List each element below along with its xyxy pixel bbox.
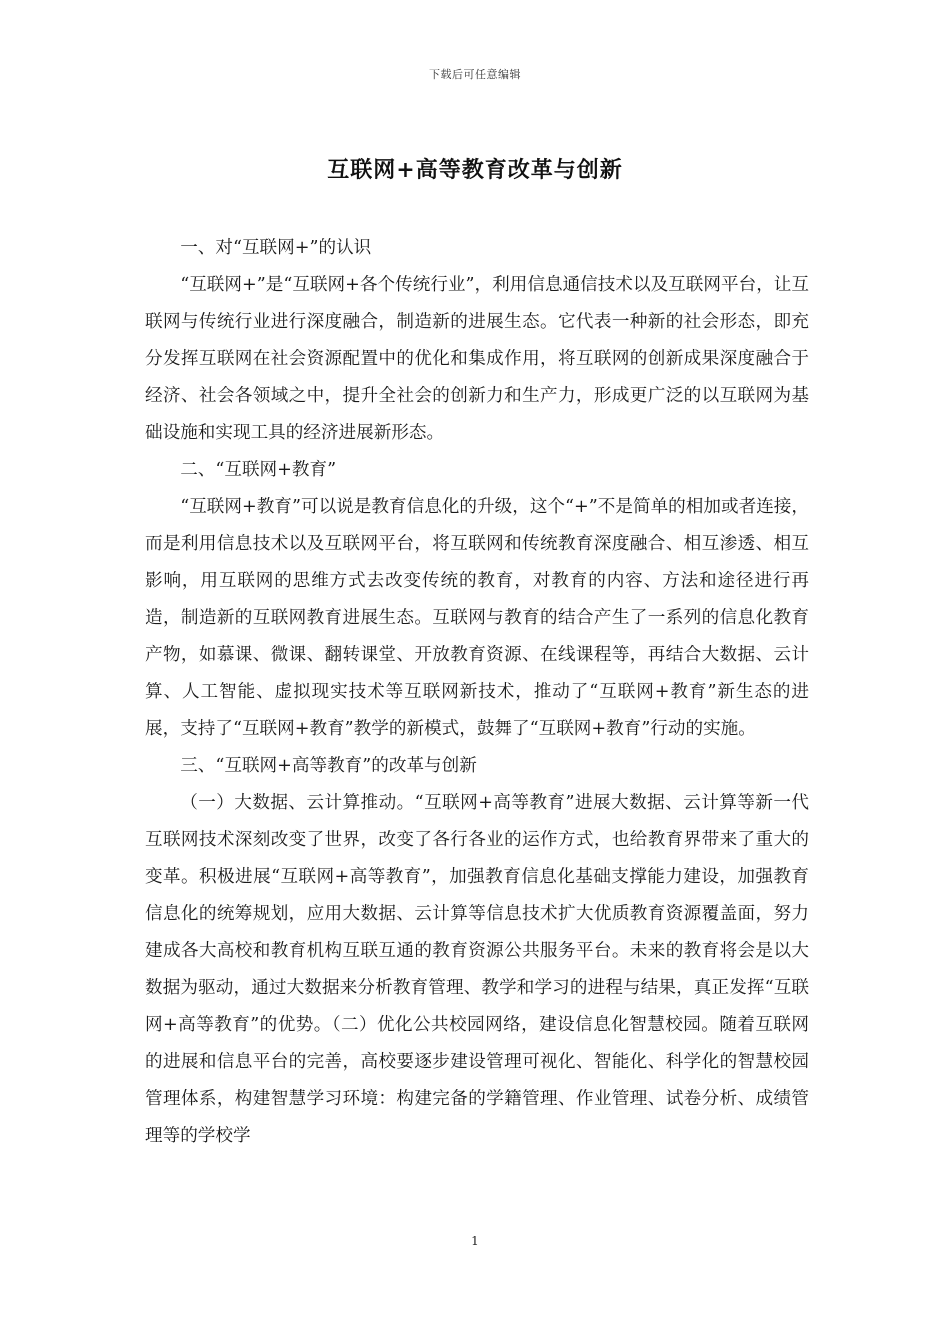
paragraph-higher-education-reform: （一）大数据、云计算推动。“互联网+高等教育”进展大数据、云计算等新一代互联网技术深刻改变了世界，改变了各行各业的运作方式，也给教育界带来了重大的变革。积极进展“互联网+高等教育”，加强教育信息化基础支撑能力建设，加强教育信息化的统筹规划，应用大数据、云计算等信息技术扩大优质教育资源覆盖面，努力建成各大高校和教育机构互联互通的教育资源公共服务平台。未来的教育将会是以大数据为驱动，通过大数据来分析教育管理、教学和学习的进程与结果，真正发挥“互联网+高等教育”的优势。（二）优化公共校园网络，建设信息化智慧校园。随着互联网的进展和信息平台的完善，高校要逐步建设管理可视化、智能化、科学化的智慧校园管理体系，构建智慧学习环境：构建完备的学籍管理、作业管理、试卷分析、成绩管理等的学校学: [145, 793, 809, 1146]
section-heading-3: 三、“互联网+高等教育”的改革与创新: [180, 756, 477, 776]
section-heading-1: 一、对“互联网+”的认识: [180, 238, 372, 258]
document-title: 互联网+高等教育改革与创新: [327, 157, 623, 183]
paragraph-internet-plus-education: “互联网+教育”可以说是教育信息化的升级，这个“+”不是简单的相加或者连接，而是利用信息技术以及互联网平台，将互联网和传统教育深度融合、相互渗透、相互影响，用互联网的思维方式去改变传统的教育，对教育的内容、方法和途径进行再造，制造新的互联网教育进展生态。互联网与教育的结合产生了一系列的信息化教育产物，如慕课、微课、翻转课堂、开放教育资源、在线课程等，再结合大数据、云计算、人工智能、虚拟现实技术等互联网新技术，推动了“互联网+教育”新生态的进展，支持了“互联网+教育”教学的新模式，鼓舞了“互联网+教育”行动的实施。: [145, 497, 809, 739]
document-body: [145, 230, 809, 1155]
page-number: 1: [471, 1234, 479, 1248]
section-heading-2: 二、“互联网+教育”: [180, 460, 337, 480]
page-header-note: 下载后可任意编辑: [429, 68, 521, 81]
paragraph-internet-plus-definition: “互联网+”是“互联网+各个传统行业”，利用信息通信技术以及互联网平台，让互联网与传统行业进行深度融合，制造新的进展生态。它代表一种新的社会形态，即充分发挥互联网在社会资源配置中的优化和集成作用，将互联网的创新成果深度融合于经济、社会各领域之中，提升全社会的创新力和生产力，形成更广泛的以互联网为基础设施和实现工具的经济进展新形态。: [145, 275, 809, 443]
